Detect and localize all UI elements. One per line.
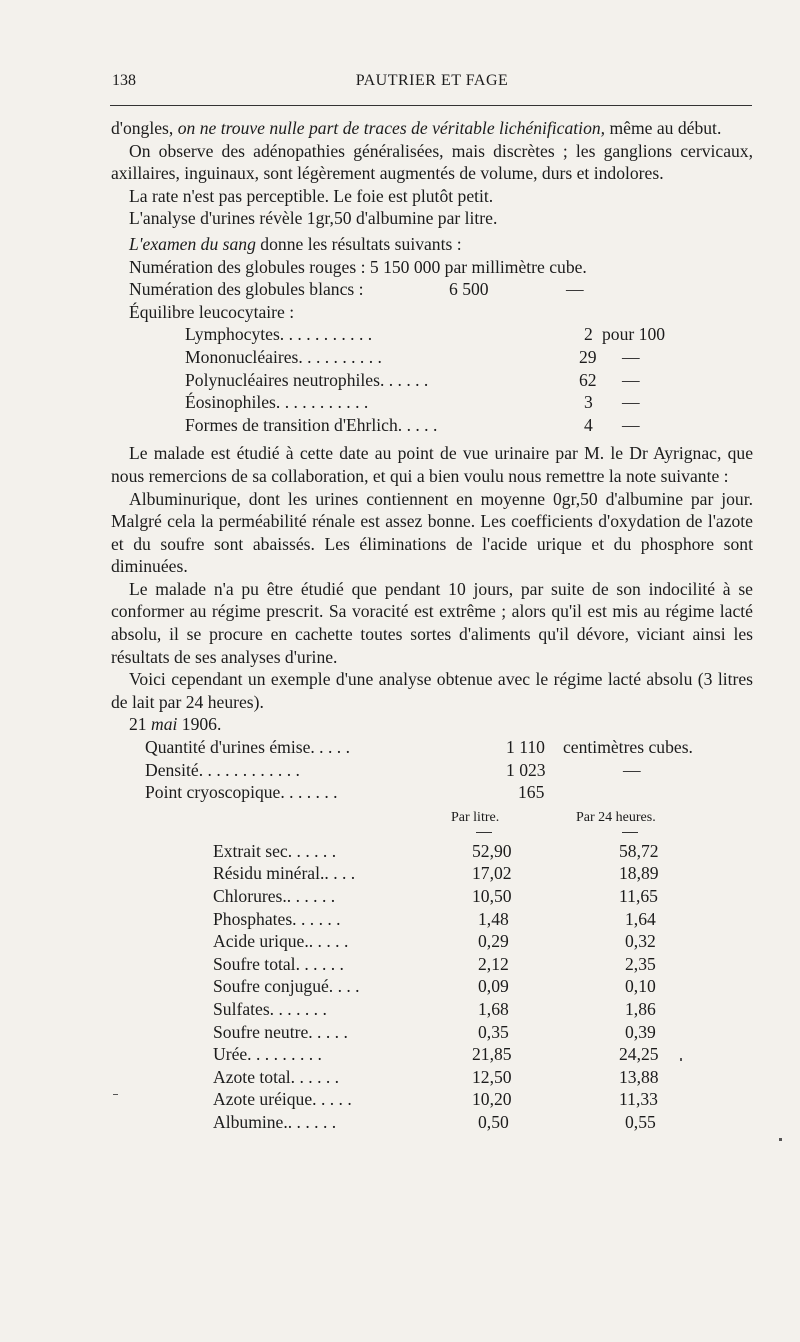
body-text — [111, 117, 753, 1134]
row-value-litre: 0,50 — [478, 1111, 509, 1132]
header-par-24h: Par 24 heures. — [576, 809, 656, 825]
paragraph-albuminurique: Albuminurique, dont les urines contiennent en moyenne 0gr,50 d'albumine par jour. Malgré cela la perméabilité rénale est assez bonne. Les coefficients d'oxydation de l'azote et du soufre sont abaissés. Les éliminations de l'acide urique et du phosphore sont diminuées. — [111, 488, 753, 577]
summary-row — [111, 736, 753, 759]
row-value-litre: 0,35 — [478, 1021, 509, 1042]
leucocyte-label: Formes de transition d'Ehrlich. . . . . — [185, 414, 438, 435]
line-globules-rouges: Numération des globules rouges : 5 150 000 par millimètre cube. — [129, 256, 587, 277]
row-value-24h: 0,39 — [625, 1021, 656, 1042]
page-header — [112, 72, 752, 96]
leucocyte-unit: — — [622, 392, 640, 413]
leucocyte-unit: — — [622, 346, 640, 367]
leucocyte-value: 62 — [579, 369, 597, 390]
leucocyte-label: Mononucléaires. . . . . . . . . . — [185, 346, 382, 367]
row-value-litre: 1,68 — [478, 998, 509, 1019]
table-row — [111, 1021, 753, 1044]
row-value-litre: 21,85 — [472, 1044, 512, 1065]
row-value-litre: 52,90 — [472, 840, 512, 861]
row-label: Soufre total. . . . . . — [213, 953, 344, 974]
row-value-litre: 2,12 — [478, 953, 509, 974]
table-row — [111, 1043, 753, 1066]
row-value-24h: 58,72 — [619, 840, 659, 861]
leucocyte-value: 3 — [584, 392, 593, 413]
row-value-24h: 1,86 — [625, 998, 656, 1019]
summary-label: Point cryoscopique. . . . . . . — [145, 782, 338, 803]
row-value-litre: 17,02 — [472, 863, 512, 884]
row-value-litre: 0,29 — [478, 931, 509, 952]
date-month: mai — [151, 714, 178, 735]
row-value-24h: 24,25 — [619, 1044, 659, 1065]
table-row — [111, 885, 753, 908]
row-value-24h: 11,65 — [619, 886, 658, 906]
table-row — [111, 1111, 753, 1134]
leucocyte-unit: — — [622, 369, 640, 390]
table-row — [111, 908, 753, 931]
date-year: 1906. — [177, 714, 222, 735]
leucocyte-label: Lymphocytes. . . . . . . . . . . — [185, 324, 373, 345]
text-examen-rest: donne les résultats suivants : — [255, 233, 462, 254]
line-globules-blancs — [111, 278, 753, 301]
row-label: Résidu minéral.. . . . — [213, 863, 356, 884]
paragraph-urines: L'analyse d'urines révèle 1gr,50 d'albumine par litre. — [129, 208, 498, 229]
summary-label: Quantité d'urines émise. . . . . — [145, 737, 350, 758]
date-line — [111, 713, 753, 736]
row-value-24h: 18,89 — [619, 863, 659, 884]
blancs-value: 6 500 — [449, 279, 489, 300]
analysis-table — [111, 804, 753, 1134]
dash-litre — [476, 832, 492, 833]
summary-unit: centimètres cubes. — [563, 737, 693, 758]
row-label: Soufre conjugué. . . . — [213, 976, 360, 997]
row-value-24h: 0,55 — [625, 1111, 656, 1132]
table-row — [111, 930, 753, 953]
page-number: 138 — [112, 72, 136, 89]
leucocyte-value: 29 — [579, 346, 597, 367]
summary-row — [111, 781, 753, 804]
paragraph-examen — [111, 233, 753, 256]
paragraph-indocilite: Le malade n'a pu être étudié que pendant 10 jours, par suite de son indocilité à se conformer au régime prescrit. Sa voracité est extrême ; alors qu'il est mis au régime lacté absolu, il se procure en cachette toutes sortes d'aliments qu'il dévore, viciant ainsi les résultats de ses analyses d'urine. — [111, 578, 753, 667]
row-label: Soufre neutre. . . . . — [213, 1021, 348, 1042]
leucocyte-label: Polynucléaires neutrophiles. . . . . . — [185, 369, 429, 390]
row-label: Acide urique.. . . . . — [213, 931, 349, 952]
row-value-24h: 11,33 — [619, 1089, 658, 1110]
stray-mark — [779, 1138, 782, 1141]
leucocyte-unit: — — [622, 414, 640, 435]
row-label: Azote uréique. . . . . — [213, 1089, 352, 1110]
paragraph-ongles — [111, 117, 753, 140]
summary-value: 1 023 — [506, 759, 546, 780]
text-ongles-italic: on ne trouve nulle part de traces de véritable lichénification, — [177, 118, 606, 138]
summary-row — [111, 759, 753, 782]
row-label: Albumine.. . . . . . — [213, 1111, 337, 1132]
row-value-24h: 1,64 — [625, 908, 656, 929]
dash-24h — [622, 832, 638, 833]
paragraph-rate: La rate n'est pas perceptible. Le foie est plutôt petit. — [129, 185, 494, 206]
leucocyte-label: Éosinophiles. . . . . . . . . . . — [185, 392, 369, 413]
header-par-litre: Par litre. — [451, 809, 500, 825]
leucocyte-row — [111, 414, 753, 437]
leucocyte-row — [111, 391, 753, 414]
row-value-24h: 0,32 — [625, 931, 656, 952]
row-value-litre: 10,20 — [472, 1089, 512, 1110]
row-value-litre: 10,50 — [472, 886, 512, 906]
table-row — [111, 998, 753, 1021]
paragraph-exemple: Voici cependant un exemple d'une analyse obtenue avec le régime lacté absolu (3 litres de lait par 24 heures). — [111, 669, 753, 712]
row-label: Extrait sec. . . . . . — [213, 840, 337, 861]
blancs-unit: — — [566, 279, 584, 300]
leucocyte-row — [111, 369, 753, 392]
summary-value: 1 110 — [506, 737, 545, 758]
summary-label: Densité. . . . . . . . . . . . — [145, 759, 300, 780]
row-label: Sulfates. . . . . . . — [213, 998, 327, 1019]
row-value-litre: 12,50 — [472, 1066, 512, 1087]
table-row — [111, 862, 753, 885]
row-label: Chlorures.. . . . . . — [213, 886, 336, 906]
stray-mark — [113, 1094, 118, 1095]
stray-mark — [680, 1058, 682, 1061]
leucocyte-row — [111, 323, 753, 346]
text-ongles-start: d'ongles, — [111, 118, 178, 138]
urine-summary — [111, 736, 753, 804]
row-label: Phosphates. . . . . . — [213, 908, 341, 929]
leucocyte-row — [111, 346, 753, 369]
table-row — [111, 953, 753, 976]
leucocyte-unit: pour 100 — [602, 324, 666, 345]
row-value-litre: 0,09 — [478, 976, 509, 997]
summary-unit: — — [623, 759, 641, 780]
row-label: Urée. . . . . . . . . — [213, 1044, 322, 1065]
table-row — [111, 975, 753, 998]
table-row — [111, 1088, 753, 1111]
table-row — [111, 840, 753, 863]
text-ongles-end: même au début. — [605, 118, 722, 138]
column-headers — [111, 804, 753, 828]
row-value-24h: 0,10 — [625, 976, 656, 997]
leucocyte-value: 2 — [584, 324, 593, 345]
line-equilibre: Équilibre leucocytaire : — [129, 301, 295, 322]
header-dashes — [111, 828, 753, 840]
row-value-24h: 2,35 — [625, 953, 656, 974]
row-value-litre: 1,48 — [478, 908, 509, 929]
leucocyte-table — [111, 323, 753, 436]
text-examen-italic: L'examen du sang — [129, 233, 256, 254]
paragraph-adenopathies: On observe des adénopathies généralisées, mais discrètes ; les ganglions cervicaux, axillaires, inguinaux, sont légèrement augmentés de volume, durs et indolores. — [111, 140, 753, 184]
row-label: Azote total. . . . . . — [213, 1066, 340, 1087]
header-rule — [110, 105, 752, 106]
summary-value: 165 — [518, 782, 545, 803]
table-row — [111, 1066, 753, 1089]
date-day: 21 — [129, 714, 151, 735]
blancs-label: Numération des globules blancs : — [129, 279, 364, 300]
leucocyte-value: 4 — [584, 414, 593, 435]
row-value-24h: 13,88 — [619, 1066, 659, 1087]
running-title: PAUTRIER ET FAGE — [355, 72, 509, 89]
paragraph-ayrignac: Le malade est étudié à cette date au point de vue urinaire par M. le Dr Ayrignac, que nous remercions de sa collaboration, et qui a bien voulu nous remettre la note suivante : — [111, 443, 753, 486]
